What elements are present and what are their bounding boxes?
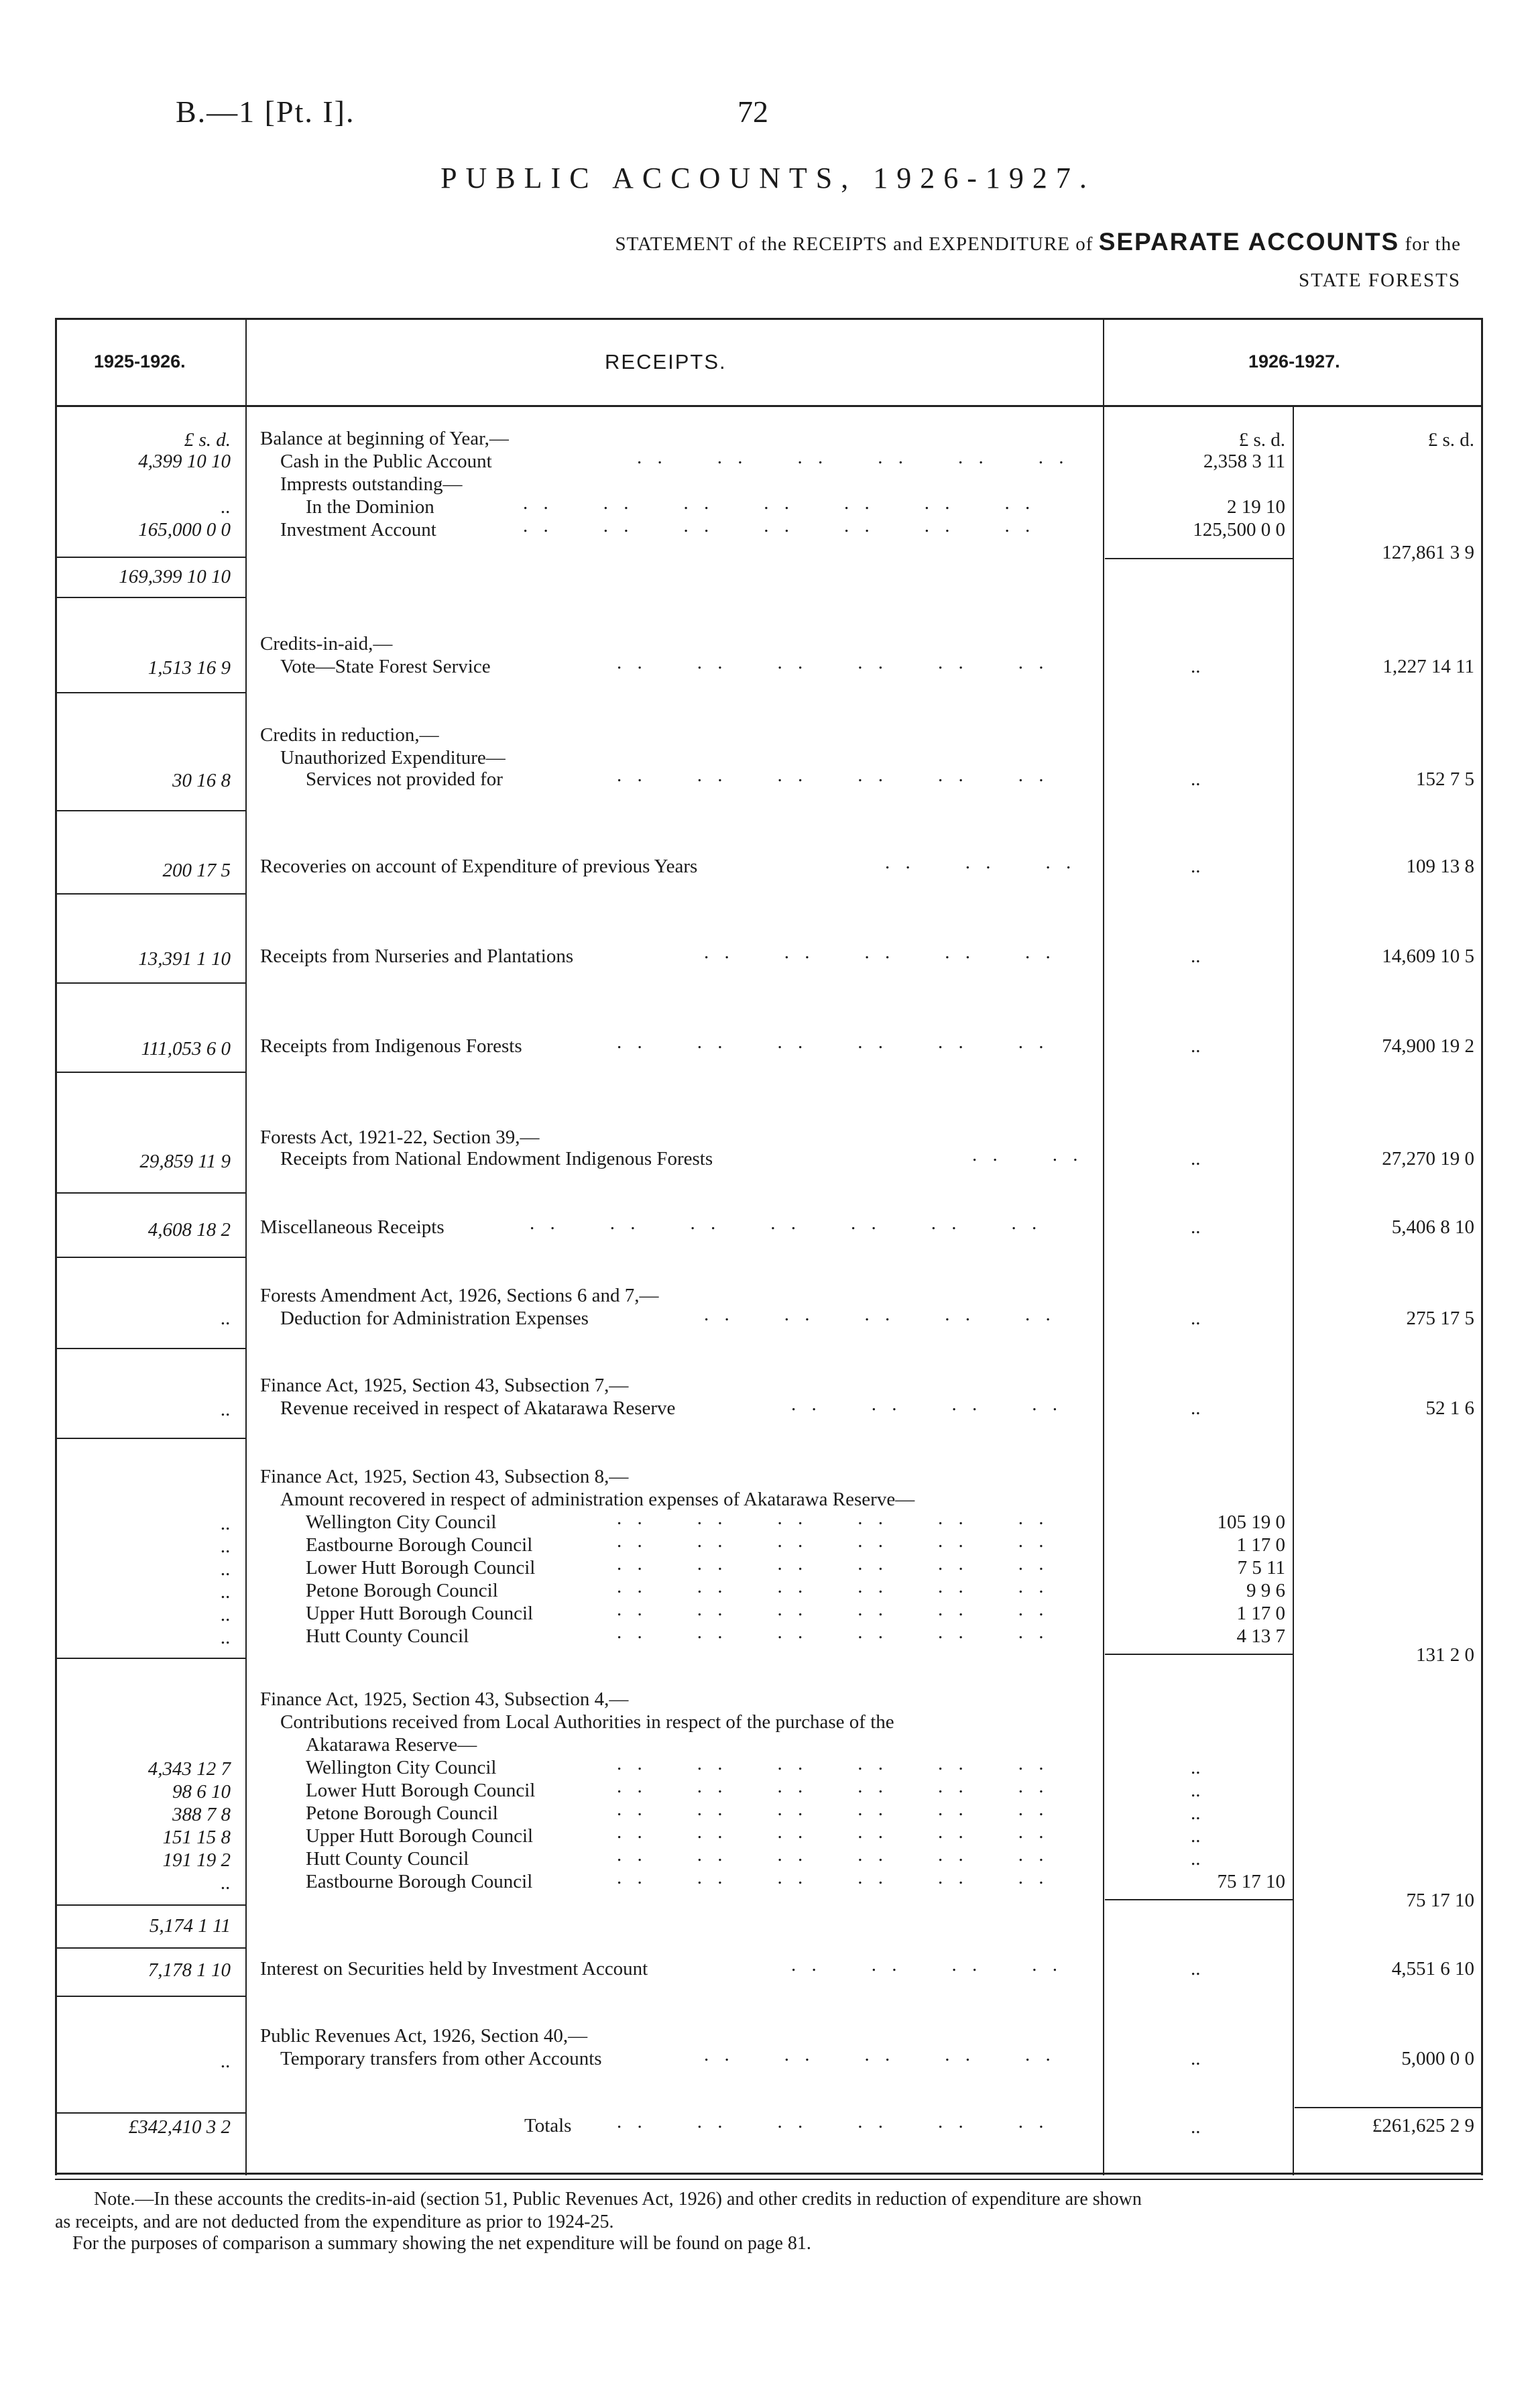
row-label: Miscellaneous Receipts — [260, 1216, 445, 1238]
outer-amount: 152 7 5 — [1416, 768, 1474, 790]
inner-amount: .. — [1191, 1802, 1201, 1824]
leader-dot-row: . . . . . . . . . . . . — [617, 1530, 1049, 1552]
outer-amount: 1,227 14 11 — [1382, 656, 1474, 677]
units-curr-outer: £ s. d. — [1427, 429, 1474, 451]
prev-section-rule-3 — [57, 810, 245, 811]
prev-amount: 1,513 16 9 — [147, 657, 231, 679]
inner-subtotal-rule-3 — [1105, 1899, 1293, 1900]
prev-section-rule-4 — [57, 893, 245, 895]
outer-amount: 5,406 8 10 — [1391, 1216, 1474, 1238]
row-label: Amount recovered in respect of administration expenses of Akatarawa Reserve— — [280, 1489, 915, 1510]
leader-dot-row: . . . . . . . . . . . . . . — [523, 492, 1036, 514]
prev-amount: .. — [221, 496, 231, 518]
prev-section-rule-11 — [57, 1658, 245, 1659]
column-header-curr-year: 1926-1927. — [1248, 351, 1340, 371]
leader-dot-row: . . . . . . . . . . . . — [617, 764, 1049, 786]
row-label: Upper Hutt Borough Council — [306, 1825, 534, 1847]
prev-subtotal-rule-1 — [57, 557, 245, 558]
row-label: Unauthorized Expenditure— — [280, 747, 506, 768]
row-label: Upper Hutt Borough Council — [306, 1603, 534, 1624]
prev-total: £342,410 3 2 — [128, 2116, 231, 2138]
row-label: Balance at beginning of Year,— — [260, 428, 509, 449]
inner-amount: .. — [1191, 1848, 1201, 1870]
leader-dot-row: . . . . . . . . . . — [704, 941, 1056, 963]
row-label: Receipts from Indigenous Forests — [260, 1035, 522, 1057]
prev-amount: 388 7 8 — [172, 1804, 231, 1825]
footnote-line-2: as receipts, and are not deducted from the expenditure as prior to 1924-25. — [55, 2212, 614, 2232]
row-label: Cash in the Public Account — [280, 451, 492, 472]
row-label: Akatarawa Reserve— — [306, 1734, 477, 1756]
prev-amount: 30 16 8 — [172, 770, 231, 791]
prev-section-rule-8 — [57, 1257, 245, 1258]
inner-amount: .. — [1191, 768, 1201, 790]
prev-amount: 13,391 1 10 — [138, 948, 231, 970]
row-label: Imprests outstanding— — [280, 473, 463, 495]
inner-amount: 125,500 0 0 — [1193, 519, 1285, 540]
inner-amount: .. — [1191, 1216, 1201, 1238]
leader-dot-row: . . . . . . . . . . . . — [637, 447, 1069, 468]
leader-dot-row: . . . . . . . . . . . . — [617, 1867, 1049, 1888]
row-label: Hutt County Council — [306, 1848, 469, 1870]
prev-section-rule-14 — [57, 2112, 245, 2114]
prev-subtotal: 5,174 1 11 — [149, 1915, 231, 1937]
prev-subtotal: 169,399 10 10 — [119, 566, 231, 587]
outer-amount: 74,900 19 2 — [1382, 1035, 1474, 1057]
row-label: Temporary transfers from other Accounts — [280, 2048, 602, 2069]
inner-amount: 7 5 11 — [1237, 1557, 1285, 1579]
prev-amount: 191 19 2 — [162, 1849, 231, 1871]
leader-dot-row: . . . . . . . . . . . . — [617, 1553, 1049, 1574]
leader-dot-row: . . . . . . . . . . . . . . — [530, 1212, 1043, 1234]
outer-total: £261,625 2 9 — [1372, 2115, 1474, 2136]
outer-total-rule — [1295, 2107, 1481, 2108]
leader-dot-row: . . . . . . . . . . . . — [617, 1776, 1049, 1797]
leader-dot-row: . . . . . . . . . . . . — [617, 1821, 1049, 1843]
row-label: Finance Act, 1925, Section 43, Subsection 4,— — [260, 1688, 629, 1710]
outer-amount: 131 2 0 — [1416, 1644, 1474, 1666]
leader-dot-row: . . . . . . . . . . . . — [617, 652, 1049, 673]
row-label: Investment Account — [280, 519, 436, 540]
prev-amount: 200 17 5 — [162, 860, 231, 881]
row-label: Credits in reduction,— — [260, 724, 439, 746]
page-reference: B.—1 [Pt. I]. — [176, 95, 355, 129]
row-label: Receipts from National Endowment Indigenous Forests — [280, 1148, 713, 1169]
outer-amount: 5,000 0 0 — [1401, 2048, 1474, 2069]
prev-amount: .. — [221, 1627, 231, 1648]
inner-amount: .. — [1191, 1035, 1201, 1057]
outer-amount: 27,270 19 0 — [1382, 1148, 1474, 1169]
statement-subtitle-account: STATE FORESTS — [1298, 270, 1461, 291]
column-header-receipts: RECEIPTS. — [605, 350, 727, 374]
prev-amount: .. — [221, 1536, 231, 1557]
inner-subtotal-rule-2 — [1105, 1654, 1293, 1655]
prev-amount: 29,859 11 9 — [139, 1151, 231, 1172]
prev-amount: 111,053 6 0 — [141, 1038, 231, 1059]
leader-dot-row: . . . . . . . . — [791, 1393, 1063, 1415]
outer-amount: 4,551 6 10 — [1391, 1958, 1474, 1980]
page-number: 72 — [737, 95, 768, 129]
inner-amount: .. — [1191, 1757, 1201, 1778]
row-label: Deduction for Administration Expenses — [280, 1308, 589, 1329]
leader-dot-row: . . . . . . . . . . . . — [617, 1507, 1049, 1529]
prev-section-rule-12 — [57, 1947, 245, 1949]
inner-amount: .. — [1191, 1958, 1201, 1980]
inner-amount: 4 13 7 — [1236, 1625, 1285, 1647]
inner-amount: .. — [1191, 1148, 1201, 1169]
outer-amount: 75 17 10 — [1406, 1890, 1474, 1911]
table-col-divider-2 — [1103, 318, 1104, 2175]
footnote-line-3: For the purposes of comparison a summary showing the net expenditure will be found on page 81. — [72, 2233, 811, 2254]
prev-subtotal-rule-2 — [57, 1904, 245, 1906]
table-bottom-rule-1 — [55, 2173, 1483, 2175]
prev-amount: .. — [221, 1513, 231, 1534]
prev-amount: .. — [221, 1872, 231, 1894]
prev-amount: 7,178 1 10 — [147, 1959, 231, 1981]
table-col-divider-3 — [1293, 405, 1294, 2175]
outer-amount: 52 1 6 — [1425, 1397, 1474, 1419]
leader-dot-row: . . . . . . . . . . . . . . — [523, 515, 1036, 536]
table-bottom-rule-2 — [55, 2179, 1483, 2180]
subtitle-part-b: SEPARATE ACCOUNTS — [1098, 228, 1400, 255]
prev-amount: 4,399 10 10 — [138, 451, 231, 472]
row-label: Petone Borough Council — [306, 1580, 498, 1601]
row-label: Vote—State Forest Service — [280, 656, 491, 677]
column-header-prev-year: 1925-1926. — [94, 351, 186, 371]
leader-dot-row: . . . . . . . . . . . . — [617, 1599, 1049, 1620]
row-label: Interest on Securities held by Investment Account — [260, 1958, 648, 1980]
leader-dot-row: . . . . . . . . . . . . — [617, 1798, 1049, 1820]
row-label: In the Dominion — [306, 496, 434, 518]
inner-amount: .. — [1191, 2048, 1201, 2069]
outer-amount: 109 13 8 — [1406, 856, 1474, 877]
leader-dot-row: . . . . . . . . . . — [704, 2044, 1056, 2065]
prev-amount: .. — [221, 1581, 231, 1603]
table-right-border — [1481, 318, 1483, 2175]
table-top-rule — [55, 318, 1483, 320]
row-label: Receipts from Nurseries and Plantations — [260, 945, 574, 967]
prev-section-rule-2 — [57, 692, 245, 693]
prev-section-rule-10 — [57, 1438, 245, 1439]
row-label: Public Revenues Act, 1926, Section 40,— — [260, 2025, 588, 2047]
leader-dot-row: . . . . . . . . . . . . — [617, 1621, 1049, 1643]
inner-amount: .. — [1191, 856, 1201, 877]
row-label: Wellington City Council — [306, 1757, 497, 1778]
inner-amount: 9 9 6 — [1246, 1580, 1285, 1601]
inner-amount: .. — [1191, 1780, 1201, 1801]
prev-section-rule-5 — [57, 982, 245, 984]
prev-section-rule-9 — [57, 1348, 245, 1349]
leader-dot-row: . . . . . . . . . . . . — [617, 1753, 1049, 1774]
leader-dot-row: . . . . . . . . . . . . — [617, 1576, 1049, 1597]
prev-amount: 4,343 12 7 — [147, 1758, 231, 1780]
row-label: Eastbourne Borough Council — [306, 1871, 533, 1892]
inner-amount: 105 19 0 — [1217, 1511, 1285, 1533]
leader-dot-row: . . . . . . . . . . . . — [617, 1844, 1049, 1866]
inner-amount: 75 17 10 — [1217, 1871, 1285, 1892]
row-label: Lower Hutt Borough Council — [306, 1557, 536, 1579]
totals-label: Totals — [524, 2115, 572, 2136]
inner-amount: .. — [1191, 1308, 1201, 1329]
prev-amount: .. — [221, 1308, 231, 1329]
prev-amount: 151 15 8 — [162, 1827, 231, 1848]
prev-amount: 4,608 18 2 — [147, 1219, 231, 1241]
row-label: Revenue received in respect of Akatarawa Reserve — [280, 1397, 676, 1419]
prev-section-rule-7 — [57, 1192, 245, 1194]
subtitle-part-c: for the — [1405, 233, 1461, 255]
row-label: Services not provided for — [306, 768, 503, 790]
row-label: Hutt County Council — [306, 1625, 469, 1647]
row-label: Recoveries on account of Expenditure of previous Years — [260, 856, 698, 877]
inner-amount: .. — [1191, 2116, 1201, 2138]
page-title: PUBLIC ACCOUNTS, 1926-1927. — [440, 162, 1096, 194]
prev-amount: .. — [221, 1399, 231, 1420]
inner-amount: .. — [1191, 656, 1201, 677]
leader-dot-row: . . . . . . . . . . . . — [617, 1031, 1049, 1053]
prev-amount: 98 6 10 — [172, 1781, 231, 1802]
leader-dot-row: . . . . . . . . . . . . — [617, 2111, 1049, 2132]
row-label: Petone Borough Council — [306, 1802, 498, 1824]
prev-amount: .. — [221, 2051, 231, 2072]
prev-section-rule-13 — [57, 1996, 245, 1997]
inner-amount: .. — [1191, 945, 1201, 967]
footnote-line-1: Note.—In these accounts the credits-in-aid (section 51, Public Revenues Act, 1926) and other credits in reduction of expenditure are shown — [94, 2189, 1142, 2210]
row-label: Wellington City Council — [306, 1511, 497, 1533]
statement-subtitle — [615, 228, 1462, 256]
inner-amount: 1 17 0 — [1236, 1603, 1285, 1624]
inner-amount: .. — [1191, 1825, 1201, 1847]
row-label: Eastbourne Borough Council — [306, 1534, 533, 1556]
row-label: Forests Act, 1921-22, Section 39,— — [260, 1127, 540, 1148]
table-header-rule — [55, 405, 1483, 407]
inner-amount: .. — [1191, 1397, 1201, 1419]
leader-dot-row: . . . . . . . . . . — [704, 1304, 1056, 1325]
prev-section-rule-1 — [57, 597, 245, 598]
leader-dot-row: . . . . . . — [885, 852, 1077, 873]
outer-amount: 14,609 10 5 — [1382, 945, 1474, 967]
subtitle-part-a: STATEMENT of the RECEIPTS and EXPENDITURE of — [615, 233, 1094, 255]
outer-amount: 275 17 5 — [1406, 1308, 1474, 1329]
row-label: Contributions received from Local Authorities in respect of the purchase of the — [280, 1711, 894, 1733]
inner-amount: 1 17 0 — [1236, 1534, 1285, 1556]
outer-amount: 127,861 3 9 — [1382, 542, 1474, 563]
inner-subtotal-rule-1 — [1105, 558, 1293, 559]
row-label: Forests Amendment Act, 1926, Sections 6 and 7,— — [260, 1285, 659, 1306]
prev-amount: 165,000 0 0 — [138, 519, 231, 540]
row-label: Lower Hutt Borough Council — [306, 1780, 536, 1801]
table-col-divider-1 — [245, 318, 247, 2175]
inner-amount: 2,358 3 11 — [1203, 451, 1285, 472]
leader-dot-row: . . . . . . . . — [791, 1954, 1063, 1975]
prev-amount: .. — [221, 1604, 231, 1625]
leader-dot-row: . . . . — [972, 1144, 1083, 1165]
inner-amount: 2 19 10 — [1227, 496, 1285, 518]
prev-amount: .. — [221, 1558, 231, 1580]
row-label: Finance Act, 1925, Section 43, Subsection 7,— — [260, 1375, 629, 1396]
units-curr-inner: £ s. d. — [1238, 429, 1285, 451]
prev-section-rule-6 — [57, 1072, 245, 1073]
row-label: Credits-in-aid,— — [260, 633, 393, 654]
units-prev: £ s. d. — [184, 429, 231, 451]
row-label: Finance Act, 1925, Section 43, Subsection 8,— — [260, 1466, 629, 1487]
